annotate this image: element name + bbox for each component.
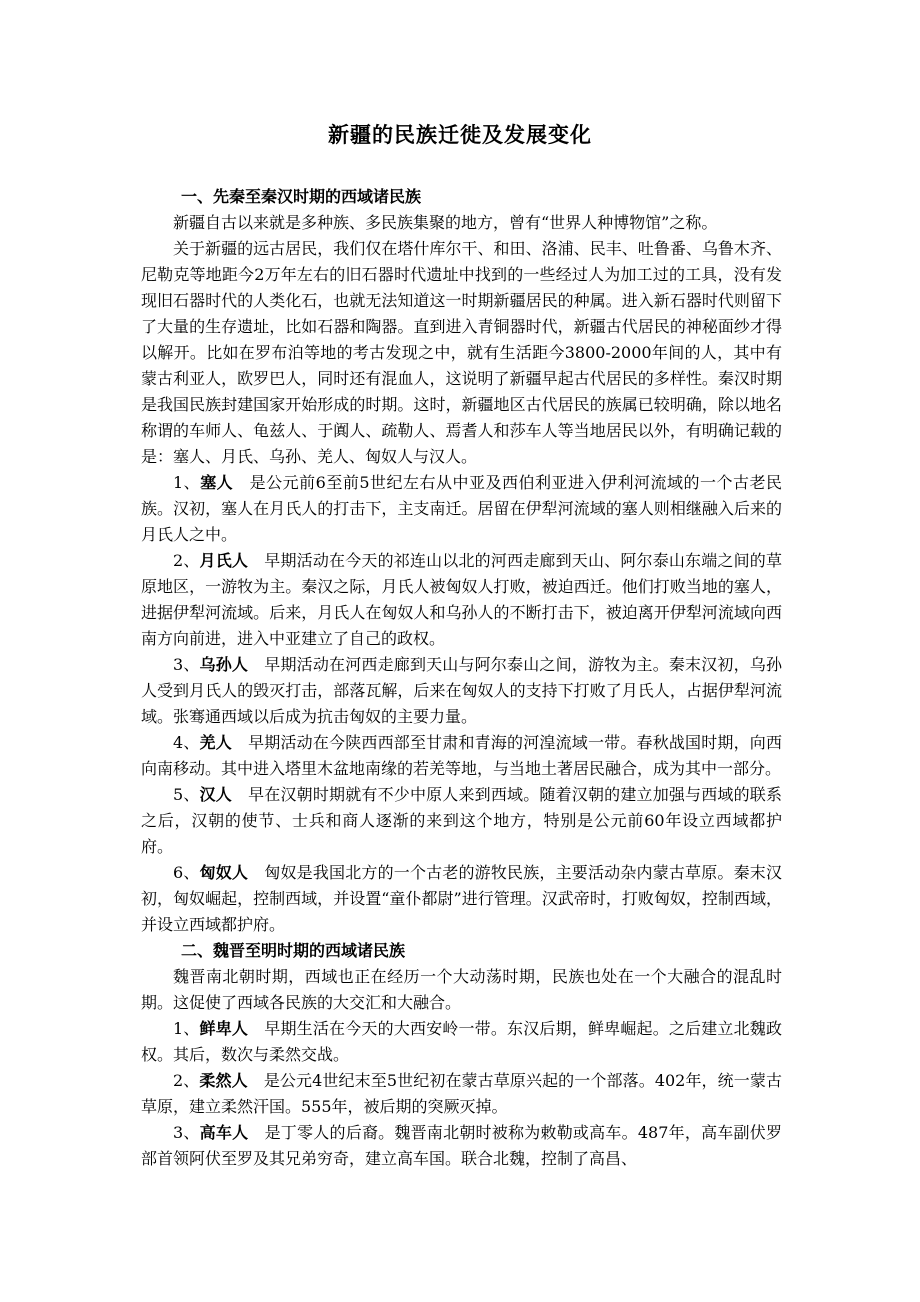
section-2-item <box>141 1016 782 1068</box>
item-text: 早期生活在今天的大西安岭一带。东汉后期，鲜卑崛起。之后建立北魏政权。其后，数次与柔然交战。 <box>141 1019 782 1064</box>
item-number: 1、 <box>173 1019 200 1038</box>
item-text: 早期活动在今天的祁连山以北的河西走廊到天山、阿尔泰山东端之间的草原地区，一游牧为主。秦汉之际，月氏人被匈奴人打败，被迫西迁。他们打败当地的塞人，进据伊犁河流域。后来，月氏人在匈奴人和乌孙人的不断打击下，被迫离开伊犁河流域向西南方向前进，进入中亚建立了自己的政权。 <box>141 551 782 648</box>
section-2-item <box>141 1068 782 1120</box>
section-2-item <box>141 1120 782 1172</box>
item-text: 早期活动在今陕西西部至甘肃和青海的河湟流域一带。春秋战国时期，向西向南移动。其中进入塔里木盆地南缘的若羌等地，与当地土著居民融合，成为其中一部分。 <box>141 733 782 778</box>
item-number: 3、 <box>173 1123 200 1142</box>
item-name: 匈奴人 <box>199 863 249 882</box>
item-name: 乌孙人 <box>199 655 249 674</box>
item-number: 6、 <box>173 863 200 882</box>
section-1-item <box>141 782 782 860</box>
document-title: 新疆的民族迁徙及发展变化 <box>328 122 592 147</box>
item-number: 1、 <box>173 473 201 492</box>
section-1-item <box>141 730 782 782</box>
item-text: 是公元4世纪末至5世纪初在蒙古草原兴起的一个部落。402年，统一蒙古草原，建立柔然汗国。555年，被后期的突厥灭掉。 <box>141 1071 782 1116</box>
item-number: 3、 <box>173 655 200 674</box>
item-text: 早在汉朝时期就有不少中原人来到西域。随着汉朝的建立加强与西域的联系之后，汉朝的使节、士兵和商人逐渐的来到这个地方，特别是公元前60年设立西域都护府。 <box>141 785 782 856</box>
document-body <box>141 184 782 1172</box>
item-name: 汉人 <box>199 785 232 804</box>
item-name: 羌人 <box>199 733 232 752</box>
item-text: 是丁零人的后裔。魏晋南北朝时被称为敕勒或高车。487年，高车副伏罗部首领阿伏至罗及其兄弟穷奇，建立高车国。联合北魏，控制了高昌、 <box>141 1123 782 1168</box>
item-number: 5、 <box>173 785 200 804</box>
section-1-item <box>141 652 782 730</box>
item-number: 2、 <box>173 1071 200 1090</box>
item-number: 2、 <box>173 551 200 570</box>
item-name: 柔然人 <box>199 1071 248 1090</box>
section-1-heading: 一、先秦至秦汉时期的西域诸民族 <box>181 187 422 206</box>
section-2-heading: 二、魏晋至明时期的西域诸民族 <box>181 941 406 960</box>
item-name: 鲜卑人 <box>199 1019 249 1038</box>
item-text: 是公元前6至前5世纪左右从中亚及西伯利亚进入伊利河流域的一个古老民族。汉初，塞人在月氏人的打击下，主支南迁。居留在伊犁河流域的塞人则相继融入后来的月氏人之中。 <box>141 473 782 544</box>
item-name: 月氏人 <box>199 551 249 570</box>
section-1-item <box>141 860 782 938</box>
section-2-intro: 魏晋南北朝时期，西域也正在经历一个大动荡时期，民族也处在一个大融合的混乱时期。这促使了西域各民族的大交汇和大融合。 <box>141 967 782 1012</box>
item-text: 匈奴是我国北方的一个古老的游牧民族，主要活动杂内蒙古草原。秦末汉初，匈奴崛起，控制西域，并设置“童仆都尉”进行管理。汉武帝时，打败匈奴，控制西域，并设立西域都护府。 <box>141 863 782 934</box>
item-text: 早期活动在河西走廊到天山与阿尔泰山之间，游牧为主。秦末汉初，乌孙人受到月氏人的毁灭打击，部落瓦解，后来在匈奴人的支持下打败了月氏人，占据伊犁河流域。张骞通西域以后成为抗击匈奴的主要力量。 <box>141 655 782 726</box>
section-1-item <box>141 548 782 652</box>
section-1-item <box>141 470 782 548</box>
section-1-paragraph: 关于新疆的远古居民，我们仅在塔什库尔干、和田、洛浦、民丰、吐鲁番、乌鲁木齐、尼勒克等地距今2万年左右的旧石器时代遗址中找到的一些经过人为加工过的工具，没有发现旧石器时代的人类化石，也就无法知道这一时期新疆居民的种属。进入新石器时代则留下了大量的生存遗址，比如石器和陶器。直到进入青铜器时代，新疆古代居民的神秘面纱才得以解开。比如在罗布泊等地的考古发现之中，就有生活距今3800-2000年间的人，其中有蒙古利亚人，欧罗巴人，同时还有混血人，这说明了新疆早起古代居民的多样性。秦汉时期是我国民族封建国家开始形成的时期。这时，新疆地区古代居民的族属已较明确，除以地名称谓的车师人、龟兹人、于阗人、疏勒人、焉耆人和莎车人等当地居民以外，有明确记载的是：塞人、月氏、乌孙、羌人、匈奴人与汉人。 <box>141 239 782 466</box>
item-number: 4、 <box>173 733 200 752</box>
item-name: 塞人 <box>200 473 234 492</box>
section-1-intro: 新疆自古以来就是多种族、多民族集聚的地方，曾有“世界人种博物馆”之称。 <box>173 213 718 232</box>
item-name: 高车人 <box>199 1123 249 1142</box>
